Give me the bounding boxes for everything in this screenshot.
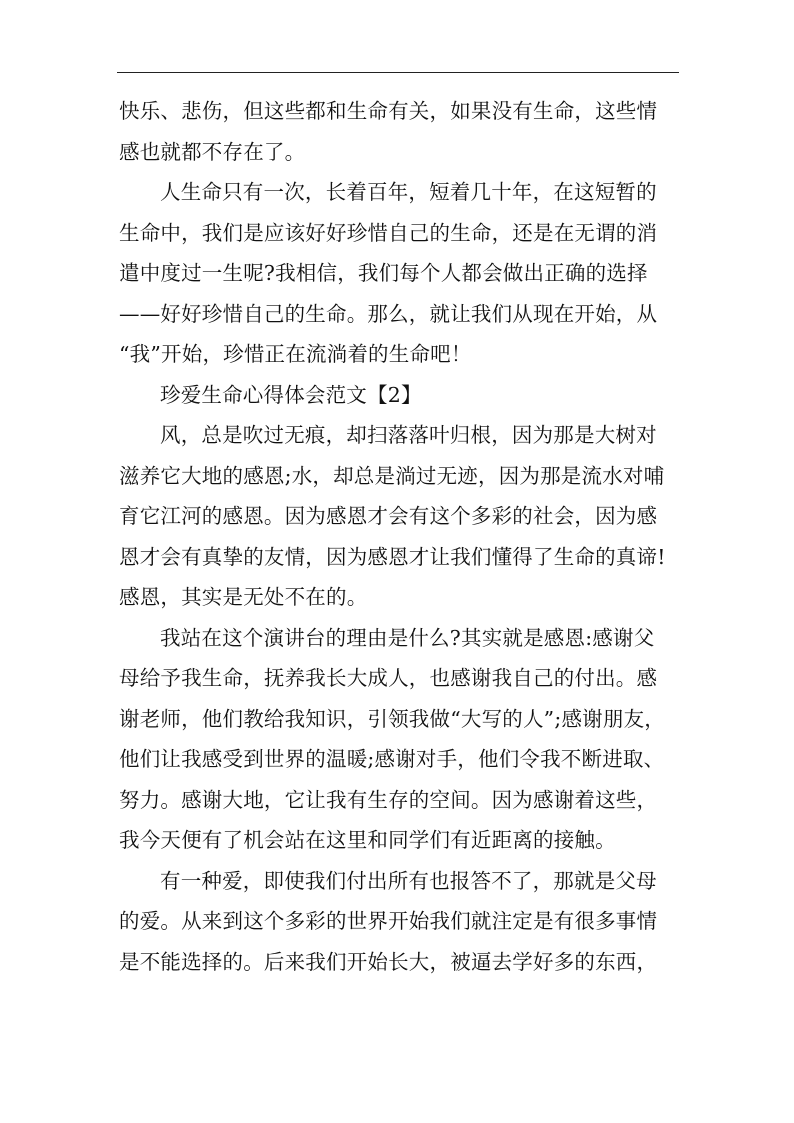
text-line: 恩才会有真挚的友情，因为感恩才让我们懂得了生命的真谛! <box>119 544 666 569</box>
text-line: 人生命只有一次，长着百年，短着几十年，在这短暂的 <box>160 180 657 204</box>
text-line: 风，总是吹过无痕，却扫落落叶归根，因为那是大树对 <box>160 423 657 447</box>
text-line: 滋养它大地的感恩;水，却总是淌过无迹，因为那是流水对哺 <box>119 463 665 488</box>
text-line: 遣中度过一生呢?我相信，我们每个人都会做出正确的选择 <box>119 261 648 285</box>
text-line: 感恩，其实是无处不在的。 <box>119 585 368 609</box>
text-line: 努力。感谢大地，它让我有生存的空间。因为感谢着这些， <box>119 787 658 812</box>
section-heading: 珍爱生命心得体会范文【2】 <box>160 382 422 407</box>
text-line: 感也就都不存在了。 <box>119 139 306 164</box>
text-line: 的爱。从来到这个多彩的世界开始我们就注定是有很多事情 <box>119 909 658 933</box>
text-line: ——好好珍惜自己的生命。那么，就让我们从现在开始，从 <box>119 301 658 326</box>
text-line: 有一种爱，即使我们付出所有也报答不了，那就是父母 <box>160 868 657 893</box>
text-line: 快乐、悲伤，但这些都和生命有关，如果没有生命，这些情 <box>119 99 658 123</box>
text-line: 是不能选择的。后来我们开始长大，被逼去学好多的东西， <box>119 949 658 974</box>
document-body <box>119 91 694 982</box>
text-line: 母给予我生命，抚养我长大成人，也感谢我自己的付出。感 <box>119 666 658 690</box>
header-rule <box>117 72 679 73</box>
text-line: 我站在这个演讲台的理由是什么?其实就是感恩:感谢父 <box>160 625 655 650</box>
text-line: 他们让我感受到世界的温暖;感谢对手，他们令我不断进取、 <box>119 747 665 771</box>
text-line: “我”开始，珍惜正在流淌着的生命吧！ <box>119 342 472 366</box>
text-line: 生命中，我们是应该好好珍惜自己的生命，还是在无谓的消 <box>119 220 658 245</box>
text-line: 我今天便有了机会站在这里和同学们有近距离的接触。 <box>119 828 616 852</box>
text-line: 谢老师，他们教给我知识，引领我做“大写的人”;感谢朋友， <box>119 706 665 731</box>
text-line: 育它江河的感恩。因为感恩才会有这个多彩的社会，因为感 <box>119 504 658 528</box>
